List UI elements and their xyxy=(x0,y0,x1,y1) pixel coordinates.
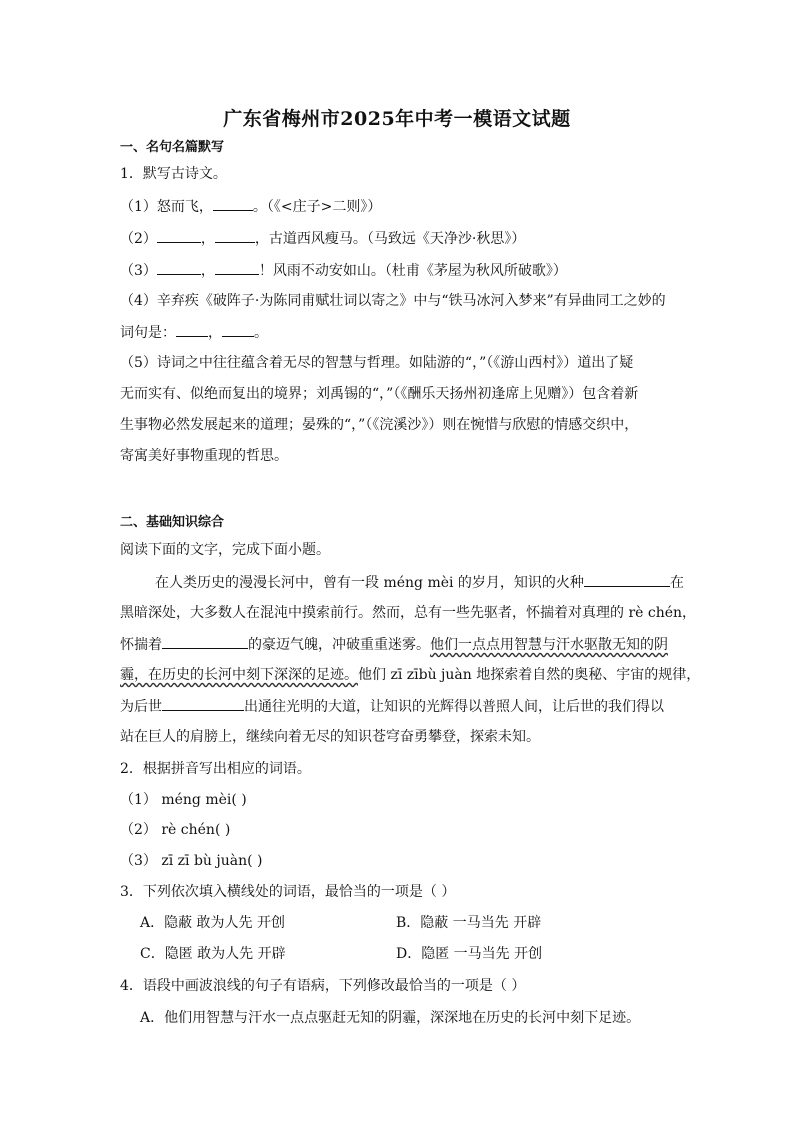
question-3-option-d[interactable]: D．隐匿 一马当先 开创 xyxy=(396,946,543,962)
question-2-item-1: （1） méng mèi( ) xyxy=(120,792,247,808)
answer-blank[interactable] xyxy=(215,260,259,275)
answer-blank[interactable] xyxy=(162,696,244,711)
question-1-item-5-line-1: （5）诗词之中往往蕴含着无尽的智慧与哲理。如陆游的“，”（《游山西村》）道出了疑 xyxy=(120,355,634,371)
passage-line-4: 霾，在历史的长河中刻下深深的足迹。他们 zī zībù juàn 地探索着自然的奥秘、宇宙的规律， xyxy=(120,667,701,683)
passage-line-3: 怀揣着 的豪迈气魄，冲破重重迷雾。他们一点点用智慧与汗水驱散无知的阴 xyxy=(120,634,668,655)
question-2-item-2: （2） rè chén( ) xyxy=(120,822,231,838)
wavy-underlined-sentence: 他们一点点用智慧与汗水驱散无知的阴 xyxy=(430,637,668,653)
question-2-stem: 2．根据拼音写出相应的词语。 xyxy=(120,761,311,777)
question-1-item-4-line-1: （4）辛弃疾《破阵子·为陈同甫赋壮词以寄之》中与“铁马冰河入梦来”有异曲同工之妙的 xyxy=(120,293,666,309)
answer-blank[interactable] xyxy=(584,572,670,587)
answer-blank[interactable] xyxy=(215,228,255,243)
question-2-item-3: （3） zī zī bù juàn( ) xyxy=(120,853,263,869)
question-3-option-c[interactable]: C．隐匿 敢为人先 开辟 xyxy=(140,946,286,962)
answer-blank[interactable] xyxy=(157,260,201,275)
section-heading-2: 二、基础知识综合 xyxy=(120,515,225,530)
page-title: 广东省梅州市2025年中考一模语文试题 xyxy=(223,108,571,130)
wavy-underlined-sentence: 霾，在历史的长河中刻下深深的足迹。 xyxy=(120,667,358,683)
section-heading-1: 一、名句名篇默写 xyxy=(120,140,225,155)
question-4-stem: 4．语段中画波浪线的句子有语病，下列修改最恰当的一项是（ ） xyxy=(120,978,526,994)
question-3-stem: 3．下列依次填入横线处的词语，最恰当的一项是（ ） xyxy=(120,884,456,900)
passage-line-2: 黑暗深处，大多数人在混沌中摸索前行。然而，总有一些先驱者，怀揣着对真理的 rè chén， xyxy=(120,605,697,621)
question-1-item-1: （1）怒而飞， 。（《<庄子>二则》） xyxy=(120,196,381,217)
question-1-item-5-line-4: 寄寓美好事物重现的哲思。 xyxy=(120,448,288,464)
question-1-item-5-line-2: 无而实有、似绝而复出的境界；刘禹锡的“，”（《酬乐天扬州初逢席上见赠》）包含着新 xyxy=(120,386,639,402)
passage-line-5: 为后世 出通往光明的大道，让知识的光辉得以普照人间，让后世的我们得以 xyxy=(120,696,664,717)
passage-line-1: 在人类历史的漫漫长河中，曾有一段 méng mèi 的岁月，知识的火种 在 xyxy=(155,572,684,593)
question-1-item-2: （2） ， ，古道西风瘦马。（马致远《天净沙·秋思》） xyxy=(120,228,525,249)
passage-line-6: 站在巨人的肩膀上，继续向着无尽的知识苍穹奋勇攀登，探索未知。 xyxy=(120,729,540,745)
question-3-option-a[interactable]: A．隐蔽 敢为人先 开创 xyxy=(140,915,286,931)
answer-blank[interactable] xyxy=(222,322,254,337)
answer-blank[interactable] xyxy=(157,228,201,243)
reading-intro: 阅读下面的文字，完成下面小题。 xyxy=(120,542,330,558)
answer-blank[interactable] xyxy=(162,634,248,649)
answer-blank[interactable] xyxy=(176,322,208,337)
question-3-option-b[interactable]: B．隐蔽 一马当先 开辟 xyxy=(396,915,542,931)
question-1-item-4-line-2: 词句是： ， 。 xyxy=(120,322,268,343)
question-1-stem: 1．默写古诗文。 xyxy=(120,166,227,182)
question-4-option-a[interactable]: A．他们用智慧与汗水一点点驱赶无知的阴霾，深深地在历史的长河中刻下足迹。 xyxy=(140,1010,641,1026)
question-1-item-5-line-3: 生事物必然发展起来的道理；晏殊的“，”（《浣溪沙》）则在惋惜与欣慰的情感交织中， xyxy=(120,417,639,433)
question-1-item-3: （3） ， ！风雨不动安如山。（杜甫《茅屋为秋风所破歌》） xyxy=(120,260,567,281)
answer-blank[interactable] xyxy=(213,196,253,211)
